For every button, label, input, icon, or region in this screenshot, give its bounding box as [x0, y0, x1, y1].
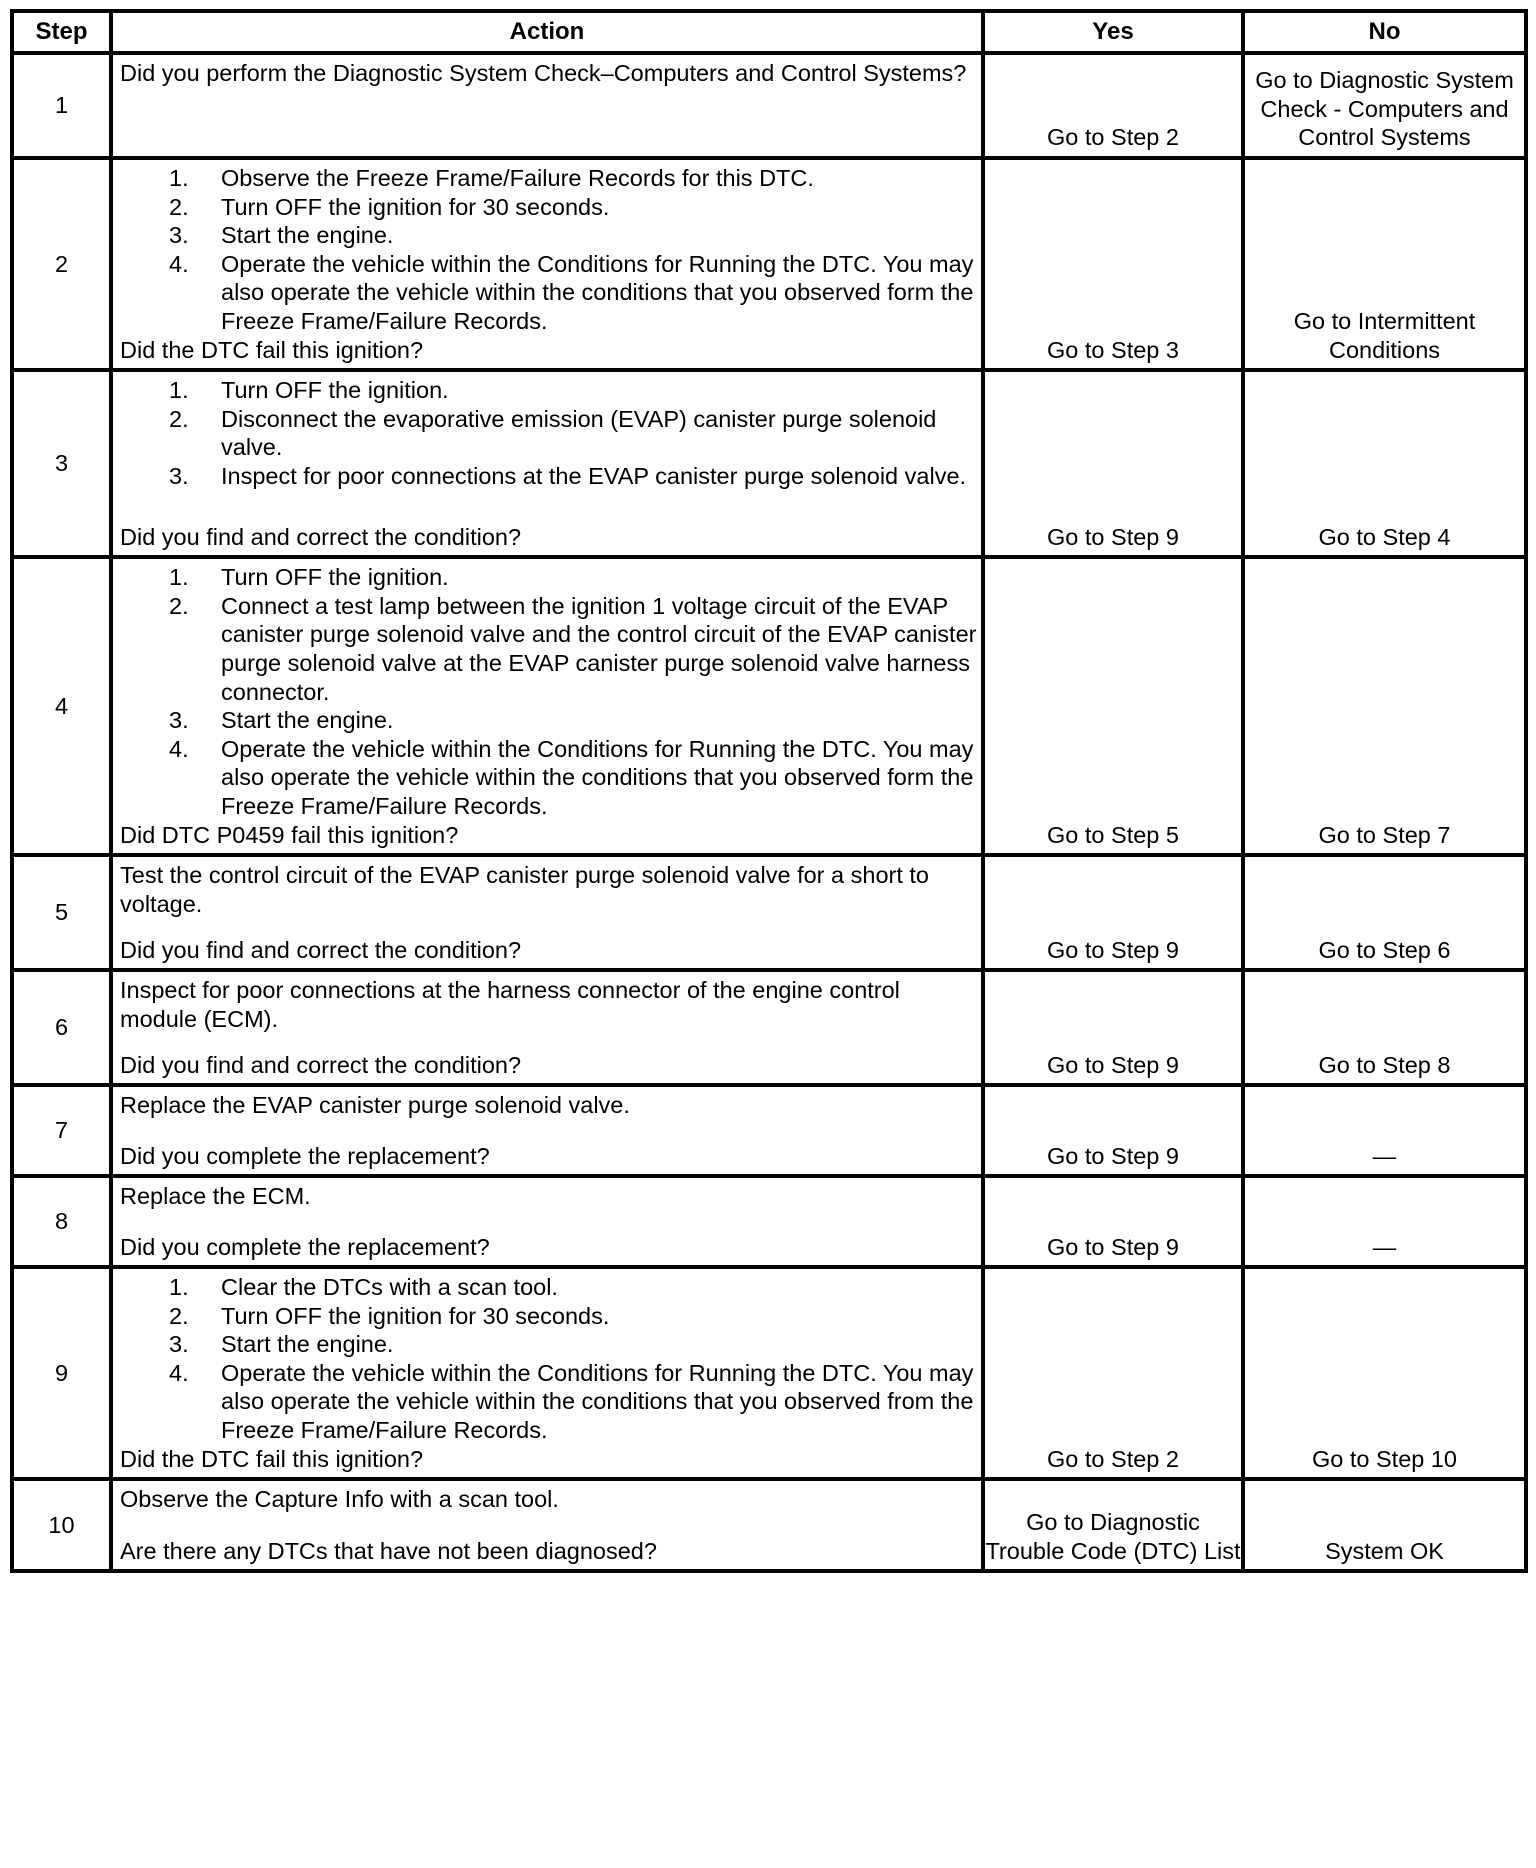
list-item — [169, 221, 977, 250]
action-cell — [111, 53, 983, 158]
list-item-text: Turn OFF the ignition for 30 seconds. — [221, 193, 610, 220]
list-item — [169, 376, 977, 405]
list-item-text: Observe the Freeze Frame/Failure Records for this DTC. — [221, 165, 814, 191]
action-step-list — [120, 164, 977, 336]
no-result: Go to Step 4 — [1243, 370, 1526, 557]
header-yes: Yes — [983, 11, 1243, 53]
list-item — [169, 405, 977, 462]
action-intro: Did you perform the Diagnostic System Check–Computers and Control Systems? — [120, 60, 967, 86]
list-item — [169, 706, 977, 735]
yes-result: Go to Step 9 — [983, 855, 1243, 970]
step-number: 7 — [12, 1085, 111, 1176]
action-question: Did you complete the replacement? — [120, 1142, 490, 1169]
action-intro: Test the control circuit of the EVAP canister purge solenoid valve for a short to voltage. — [120, 862, 929, 917]
header-action: Action — [111, 11, 983, 53]
action-instructions — [120, 1182, 977, 1211]
diagnostic-table — [10, 9, 1528, 1573]
header-row — [12, 11, 1526, 53]
step-number: 5 — [12, 855, 111, 970]
action-instructions — [120, 376, 977, 490]
list-item-text: Turn OFF the ignition. — [221, 564, 449, 591]
action-question: Are there any DTCs that have not been diagnosed? — [120, 1537, 657, 1564]
yes-result: Go to Step 9 — [983, 1085, 1243, 1176]
action-instructions — [120, 1273, 977, 1445]
action-instructions — [120, 1091, 977, 1120]
action-question: Did you find and correct the condition? — [120, 936, 522, 963]
action-content — [120, 1273, 977, 1473]
action-cell — [111, 557, 983, 855]
no-result: Go to Step 6 — [1243, 855, 1526, 970]
list-item — [169, 193, 977, 222]
action-content — [120, 1091, 977, 1170]
action-cell — [111, 1085, 983, 1176]
list-item-number: 1. — [169, 1274, 189, 1301]
action-content — [120, 59, 977, 152]
list-item-text: Disconnect the evaporative emission (EVAP) canister purge solenoid valve. — [221, 405, 937, 461]
action-cell — [111, 1267, 983, 1479]
step-number: 10 — [12, 1479, 111, 1571]
action-instructions — [120, 59, 977, 88]
list-item — [169, 592, 977, 706]
list-item-text: Operate the vehicle within the Conditions for Running the DTC. You may also operate the vehicle within the conditions that you observed from the Freeze Frame/Failure Records. — [221, 1359, 974, 1444]
list-item — [169, 462, 977, 491]
list-item-number: 3. — [169, 222, 189, 249]
action-content — [120, 861, 977, 964]
action-step-list — [120, 1273, 977, 1445]
step-number: 8 — [12, 1176, 111, 1267]
list-item-text: Connect a test lamp between the ignition 1 voltage circuit of the EVAP canister purge solenoid valve and the control circuit of the EVAP canister purge solenoid valve at the EVAP canister purge solenoid valve harness connector. — [221, 592, 977, 705]
list-item-text: Turn OFF the ignition for 30 seconds. — [221, 1302, 610, 1329]
action-question: Did you find and correct the condition? — [120, 1051, 522, 1078]
list-item — [169, 250, 977, 336]
list-item-number: 1. — [169, 564, 189, 591]
list-item — [169, 164, 977, 193]
no-result: Go to Step 7 — [1243, 557, 1526, 855]
no-result: Go to Diagnostic System Check - Computers and Control Systems — [1243, 53, 1526, 158]
table-body — [12, 53, 1526, 1571]
list-item-text: Start the engine. — [221, 222, 394, 249]
table-row — [12, 1267, 1526, 1479]
action-content — [120, 164, 977, 364]
action-cell — [111, 855, 983, 970]
list-item-number: 2. — [169, 193, 189, 220]
action-content — [120, 976, 977, 1079]
action-intro: Replace the ECM. — [120, 1183, 311, 1210]
table-row — [12, 1176, 1526, 1267]
action-question: Did DTC P0459 fail this ignition? — [120, 821, 459, 848]
list-item — [169, 563, 977, 592]
list-item — [169, 1273, 977, 1302]
action-content — [120, 1182, 977, 1261]
table-row — [12, 158, 1526, 370]
no-result: — — [1243, 1085, 1526, 1176]
step-number: 4 — [12, 557, 111, 855]
list-item-text: Turn OFF the ignition. — [221, 377, 449, 404]
action-question: Did you find and correct the condition? — [120, 523, 522, 550]
action-step-list — [120, 563, 977, 820]
table-row — [12, 970, 1526, 1085]
action-instructions — [120, 976, 977, 1033]
action-question: Did you complete the replacement? — [120, 1233, 490, 1260]
no-result: — — [1243, 1176, 1526, 1267]
no-result: Go to Step 8 — [1243, 970, 1526, 1085]
action-instructions — [120, 1485, 977, 1514]
action-content — [120, 1485, 977, 1565]
list-item-number: 2. — [169, 592, 189, 619]
table-header — [12, 11, 1526, 53]
yes-result: Go to Diagnostic Trouble Code (DTC) List — [983, 1479, 1243, 1571]
list-item — [169, 1330, 977, 1359]
action-cell — [111, 158, 983, 370]
step-number: 3 — [12, 370, 111, 557]
step-number: 2 — [12, 158, 111, 370]
list-item — [169, 1359, 977, 1445]
list-item-number: 3. — [169, 707, 189, 734]
list-item-number: 4. — [169, 735, 189, 762]
list-item-number: 2. — [169, 1302, 189, 1329]
table-row — [12, 1479, 1526, 1571]
table-row — [12, 1085, 1526, 1176]
action-content — [120, 563, 977, 849]
action-question: Did the DTC fail this ignition? — [120, 1445, 424, 1472]
action-intro: Inspect for poor connections at the harness connector of the engine control module (ECM). — [120, 977, 900, 1032]
action-cell — [111, 370, 983, 557]
list-item-number: 2. — [169, 405, 189, 432]
step-number: 6 — [12, 970, 111, 1085]
header-no: No — [1243, 11, 1526, 53]
action-cell — [111, 1176, 983, 1267]
list-item-number: 1. — [169, 377, 189, 404]
list-item-text: Operate the vehicle within the Conditions for Running the DTC. You may also operate the vehicle within the conditions that you observed form the Freeze Frame/Failure Records. — [221, 735, 974, 819]
yes-result: Go to Step 9 — [983, 1176, 1243, 1267]
action-content — [120, 376, 977, 551]
table-row — [12, 557, 1526, 855]
yes-result: Go to Step 9 — [983, 970, 1243, 1085]
list-item-number: 1. — [169, 165, 189, 191]
action-step-list — [120, 376, 977, 490]
table-row — [12, 53, 1526, 158]
step-number: 9 — [12, 1267, 111, 1479]
list-item-text: Clear the DTCs with a scan tool. — [221, 1274, 558, 1301]
header-step: Step — [12, 11, 111, 53]
yes-result: Go to Step 9 — [983, 370, 1243, 557]
list-item-number: 3. — [169, 1331, 189, 1358]
list-item-number: 3. — [169, 462, 189, 489]
list-item-text: Inspect for poor connections at the EVAP canister purge solenoid valve. — [221, 462, 967, 489]
list-item — [169, 735, 977, 821]
list-item-text: Start the engine. — [221, 1331, 394, 1358]
table-row — [12, 370, 1526, 557]
action-instructions — [120, 164, 977, 336]
no-result: System OK — [1243, 1479, 1526, 1571]
list-item-text: Start the engine. — [221, 707, 394, 734]
yes-result: Go to Step 2 — [983, 53, 1243, 158]
yes-result: Go to Step 3 — [983, 158, 1243, 370]
action-instructions — [120, 861, 977, 918]
list-item-number: 4. — [169, 1359, 189, 1386]
list-item-number: 4. — [169, 250, 189, 277]
table-row — [12, 855, 1526, 970]
action-cell — [111, 970, 983, 1085]
yes-result: Go to Step 5 — [983, 557, 1243, 855]
step-number: 1 — [12, 53, 111, 158]
list-item-text: Operate the vehicle within the Conditions for Running the DTC. You may also operate the vehicle within the conditions that you observed form the Freeze Frame/Failure Records. — [221, 250, 974, 334]
no-result: Go to Intermittent Conditions — [1243, 158, 1526, 370]
yes-result: Go to Step 2 — [983, 1267, 1243, 1479]
no-result: Go to Step 10 — [1243, 1267, 1526, 1479]
action-intro: Replace the EVAP canister purge solenoid valve. — [120, 1092, 630, 1119]
list-item — [169, 1302, 977, 1331]
action-instructions — [120, 563, 977, 820]
action-cell — [111, 1479, 983, 1571]
action-intro: Observe the Capture Info with a scan tool. — [120, 1486, 559, 1513]
action-question: Did the DTC fail this ignition? — [120, 336, 424, 363]
